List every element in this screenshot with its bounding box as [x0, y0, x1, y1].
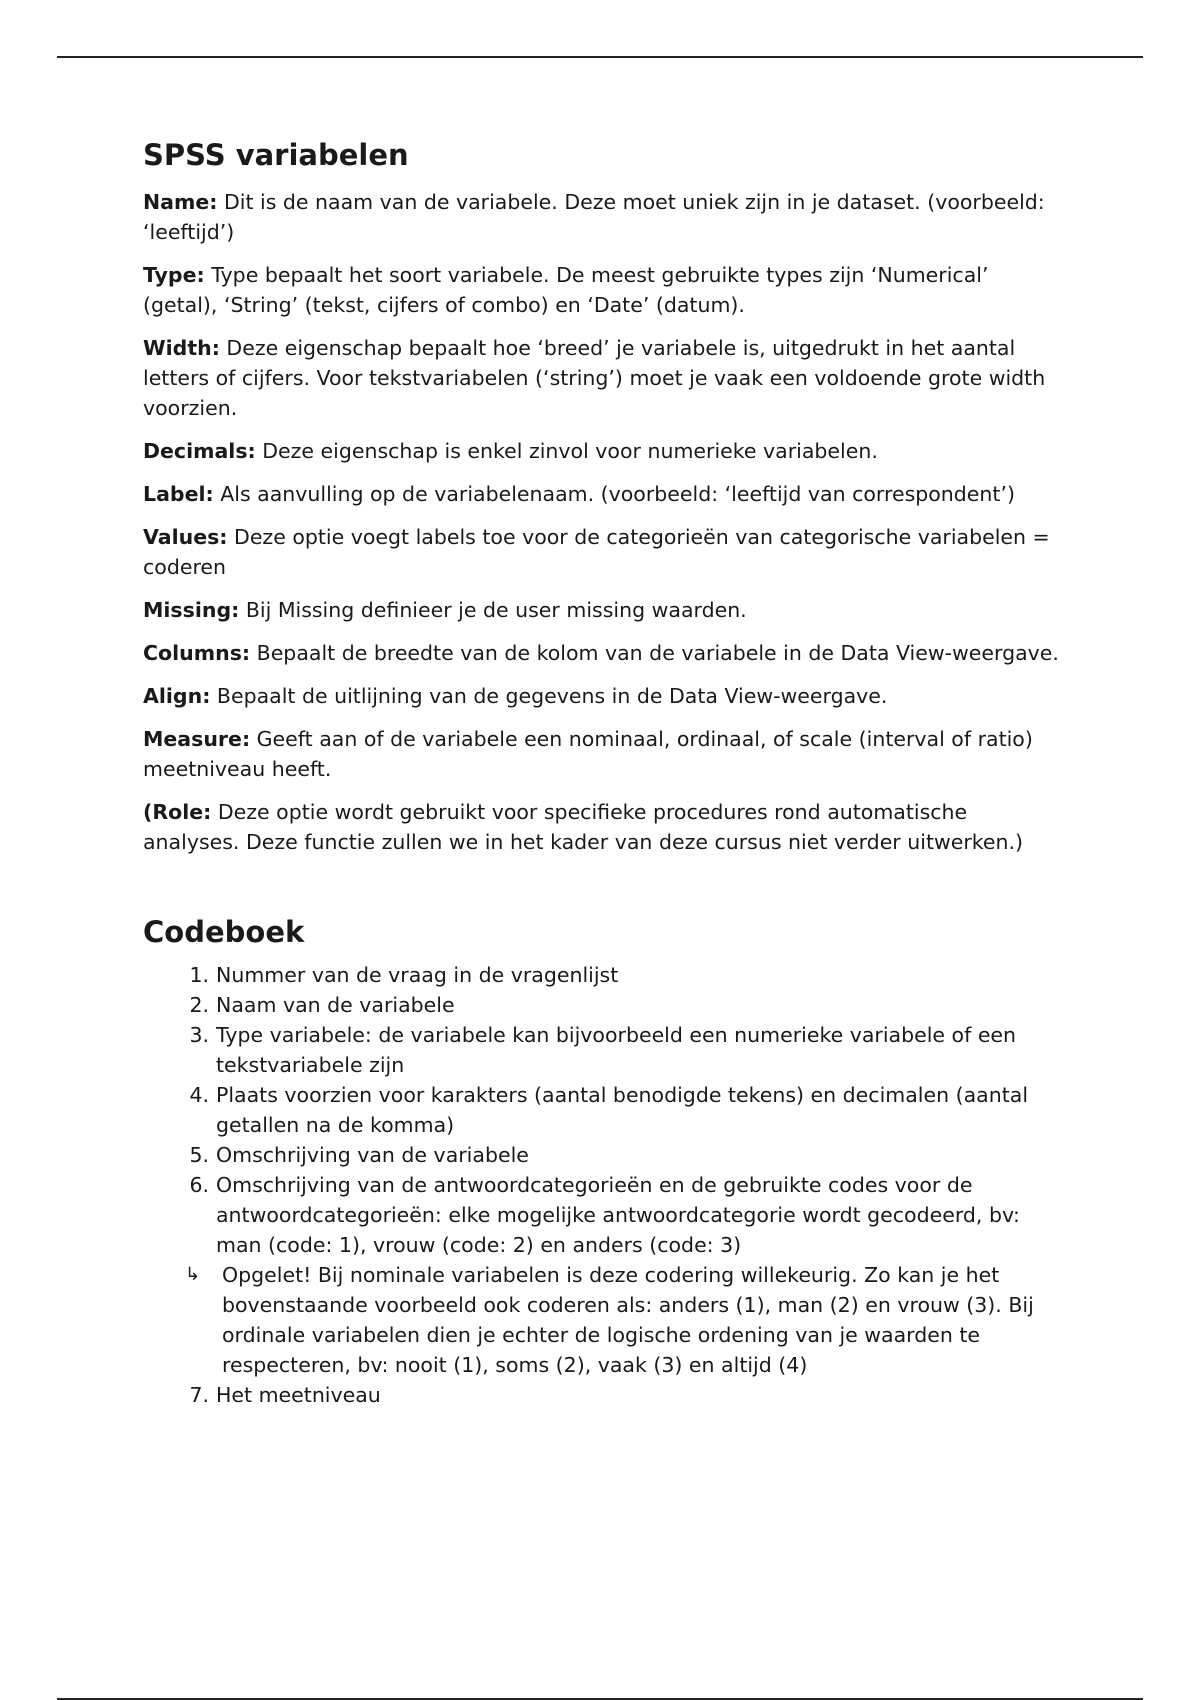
- definition-measure: [143, 724, 1063, 784]
- list-note: [143, 1260, 1063, 1380]
- list-number: 5.: [189, 1142, 209, 1167]
- definition-term: Name:: [143, 189, 218, 214]
- list-number: 7.: [189, 1382, 209, 1407]
- list-note-text: Opgelet! Bij nominale variabelen is deze codering willekeurig. Zo kan je het bovenstaande voorbeeld ook coderen als: anders (1), man (2) en vrouw (3). Bij ordinale variabelen dien je echter de logische ordening van je waarden te respecteren, bv: nooit (1), soms (2), vaak (3) en altijd (4): [222, 1262, 1034, 1377]
- codeboek-list: [143, 960, 1063, 1410]
- list-item-text: Plaats voorzien voor karakters (aantal benodigde tekens) en decimalen (aantal getallen na de komma): [216, 1082, 1029, 1137]
- definition-name: [143, 187, 1063, 247]
- header-rule: [57, 56, 1143, 58]
- list-number: 3.: [189, 1022, 209, 1047]
- definition-term: Width:: [143, 335, 220, 360]
- list-number: 4.: [189, 1082, 209, 1107]
- definition-text: Deze eigenschap bepaalt hoe ‘breed’ je variabele is, uitgedrukt in het aantal letters of cijfers. Voor tekstvariabelen (‘string’) moet je vaak een voldoende grote width voorzien.: [143, 335, 1046, 420]
- definition-label: [143, 479, 1063, 509]
- definition-align: [143, 681, 1063, 711]
- definition-text: Dit is de naam van de variabele. Deze moet uniek zijn in je dataset. (voorbeeld: ‘leeftijd’): [143, 189, 1045, 244]
- list-number: 6.: [189, 1172, 209, 1197]
- definition-term: Type:: [143, 262, 205, 287]
- list-number: 2.: [189, 992, 209, 1017]
- definition-text: Type bepaalt het soort variabele. De meest gebruikte types zijn ‘Numerical’ (getal), ‘String’ (tekst, cijfers of combo) en ‘Date’ (datum).: [143, 262, 989, 317]
- list-item-text: Nummer van de vraag in de vragenlijst: [216, 962, 619, 987]
- section-title-spss-variabelen: SPSS variabelen: [143, 138, 409, 172]
- list-item: [143, 1170, 1063, 1260]
- definition-term: Values:: [143, 524, 228, 549]
- list-item-text: Het meetniveau: [216, 1382, 381, 1407]
- definition-term: Columns:: [143, 640, 251, 665]
- definition-term: Measure:: [143, 726, 251, 751]
- list-item-text: Type variabele: de variabele kan bijvoorbeeld een numerieke variabele of een tekstvariabele zijn: [216, 1022, 1017, 1077]
- list-item: [143, 1080, 1063, 1140]
- list-item: [143, 1380, 1063, 1410]
- definition-text: Bij Missing definieer je de user missing waarden.: [239, 597, 747, 622]
- definition-term: Align:: [143, 683, 211, 708]
- section-title-codeboek: Codeboek: [143, 914, 305, 949]
- definition-term: Label:: [143, 481, 214, 506]
- definition-text: Bepaalt de uitlijning van de gegevens in de Data View-weergave.: [210, 683, 888, 708]
- definition-type: [143, 260, 1063, 320]
- definition-decimals: [143, 436, 1063, 466]
- definition-columns: [143, 638, 1063, 668]
- list-number: 1.: [189, 962, 209, 987]
- document-body: [143, 138, 1063, 1410]
- definition-term: Missing:: [143, 597, 240, 622]
- definition-text: Bepaalt de breedte van de kolom van de variabele in de Data View-weergave.: [250, 640, 1059, 665]
- list-item-text: Omschrijving van de antwoordcategorieën en de gebruikte codes voor de antwoordcategorieën: elke mogelijke antwoordcategorie wordt gecodeerd, bv: man (code: 1), vrouw (code: 2) en anders (code: 3): [216, 1172, 1020, 1257]
- list-item-text: Omschrijving van de variabele: [216, 1142, 529, 1167]
- list-item: [143, 1020, 1063, 1080]
- definition-term: Decimals:: [143, 438, 256, 463]
- definition-text: Deze optie voegt labels toe voor de categorieën van categorische variabelen = coderen: [143, 524, 1050, 579]
- definition-role: [143, 797, 1063, 857]
- definition-missing: [143, 595, 1063, 625]
- definition-term: (Role:: [143, 799, 212, 824]
- definition-text: Deze eigenschap is enkel zinvol voor numerieke variabelen.: [255, 438, 878, 463]
- list-item: [143, 1140, 1063, 1170]
- list-item: [143, 960, 1063, 990]
- definition-text: Deze optie wordt gebruikt voor specifieke procedures rond automatische analyses. Deze functie zullen we in het kader van deze cursus niet verder uitwerken.): [143, 799, 1024, 854]
- list-item-text: Naam van de variabele: [216, 992, 455, 1017]
- arrow-right-down-icon: ↳: [185, 1263, 201, 1285]
- definition-text: Als aanvulling op de variabelenaam. (voorbeeld: ‘leeftijd van correspondent’): [213, 481, 1015, 506]
- list-item: [143, 990, 1063, 1020]
- definition-values: [143, 522, 1063, 582]
- definition-text: Geeft aan of de variabele een nominaal, ordinaal, of scale (interval of ratio) meetniveau heeft.: [143, 726, 1033, 781]
- definition-width: [143, 333, 1063, 423]
